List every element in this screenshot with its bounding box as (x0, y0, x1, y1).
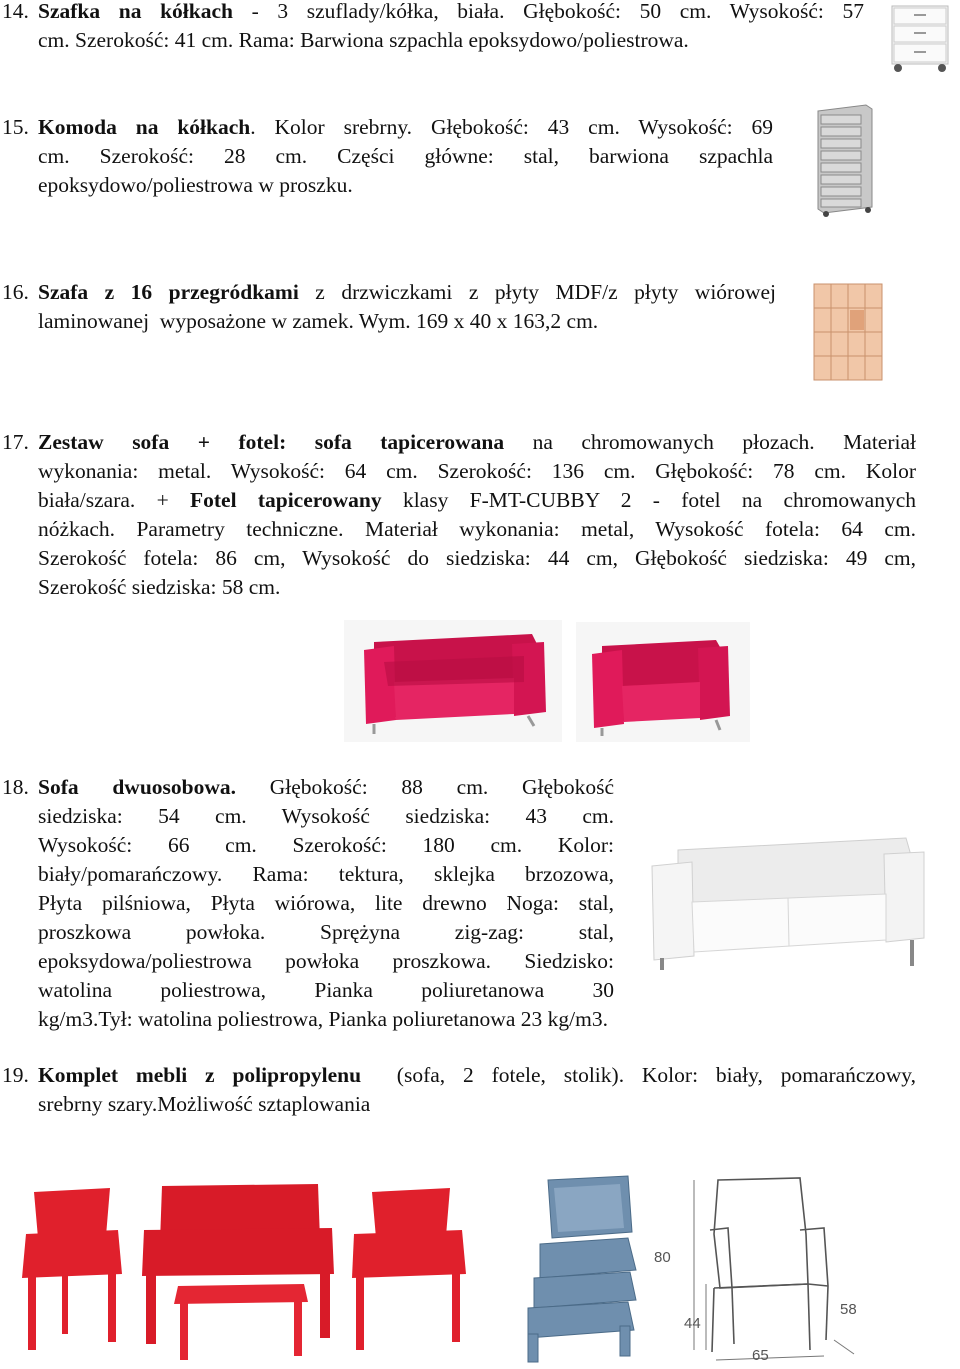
red-furniture-set-image (22, 1178, 468, 1364)
item-description: Zestaw sofa + fotel: sofa tapicerowana na chromowanych płozach. Materiał wykonania: metal. Wysokość: 64 cm. Szerokość: 136 cm. Głębokość: 78 cm. Kolor biała/szara. + Fotel tapicerowany klasy F-MT-CUBBY 2 - fotel na chromowanych nóżkach. Parametry techniczne. Materiał wykonania: metal, Wysokość fotela: 64 cm. Szerokość fotela: 86 cm, Wysokość do siedziska: 44 cm, Głębokość siedziska: 49 cm, Szerokość siedziska: 58 cm. (38, 430, 916, 599)
white-drawer-cabinet-image (884, 4, 956, 74)
item-number: 15. (2, 115, 29, 139)
item-title: Szafka na kółkach (38, 0, 233, 23)
item-description: Szafka na kółkach - 3 szuflady/kółka, biała. Głębokość: 50 cm. Wysokość: 57 cm. Szerokość: 41 cm. Rama: Barwiona szpachla epoksydowo/poliestrowa. (38, 0, 865, 52)
item-description: Szafa z 16 przegródkami z drzwiczkami z płyty MDF/z płyty wiórowej laminowanej wyposażone w zamek. Wym. 169 x 40 x 163,2 cm. (38, 280, 777, 333)
dim-width: 65 (752, 1347, 769, 1364)
item-description: Sofa dwuosobowa. Głębokość: 88 cm. Głębokość siedziska: 54 cm. Wysokość siedziska: 43 cm. Wysokość: 66 cm. Szerokość: 180 cm. Kolor: biały/pomarańczowy. Rama: tektura, sklejka brzozowa, Płyta pilśniowa, Płyta wiórowa, lite drewno Noga: stal, proszkowa powłoka. Sprężyna zig-zag: stal, epoksydowa/poliestrowa powłoka proszkowa. Siedzisko: watolina poliestrowa, Pianka poliuretanowa 30 kg/m3.Tył: watolina poliestrowa, Pianka poliuretanowa 23 kg/m3. (38, 775, 614, 1031)
item-number: 14. (2, 0, 29, 23)
item-title: Szafa z 16 przegródkami (38, 280, 299, 304)
item-subtitle: Fotel tapicerowany (189, 488, 382, 512)
item-number: 18. (2, 775, 29, 799)
red-armchair-image (576, 622, 750, 742)
item-number: 16. (2, 280, 29, 304)
white-sofa-image (648, 832, 928, 972)
item-description: Komoda na kółkach. Kolor srebrny. Głębokość: 43 cm. Wysokość: 69 cm. Szerokość: 28 cm. Części główne: stal, barwiona szpachla epoksydowo/poliestrowa w proszku. (38, 115, 773, 197)
stacked-grey-chairs-image (500, 1174, 650, 1366)
item-title: Komoda na kółkach (38, 115, 251, 139)
dim-seat-height: 44 (684, 1315, 701, 1332)
item-title: Sofa dwuosobowa. (38, 775, 237, 799)
locker-cabinet-image (810, 282, 886, 382)
item-title: Komplet mebli z polipropylenu (38, 1063, 362, 1087)
silver-drawer-chest-image (810, 103, 878, 218)
chair-dimension-drawing (648, 1174, 874, 1366)
dim-height: 80 (654, 1249, 671, 1266)
dim-depth: 58 (840, 1301, 857, 1318)
red-sofa-image (344, 620, 562, 742)
item-title: Zestaw sofa + fotel: sofa tapicerowana (38, 430, 505, 454)
item-number: 19. (2, 1063, 29, 1087)
item-number: 17. (2, 430, 29, 454)
item-description: Komplet mebli z polipropylenu (sofa, 2 fotele, stolik). Kolor: biały, pomarańczowy, srebrny szary.Możliwość sztaplowania (38, 1063, 917, 1116)
